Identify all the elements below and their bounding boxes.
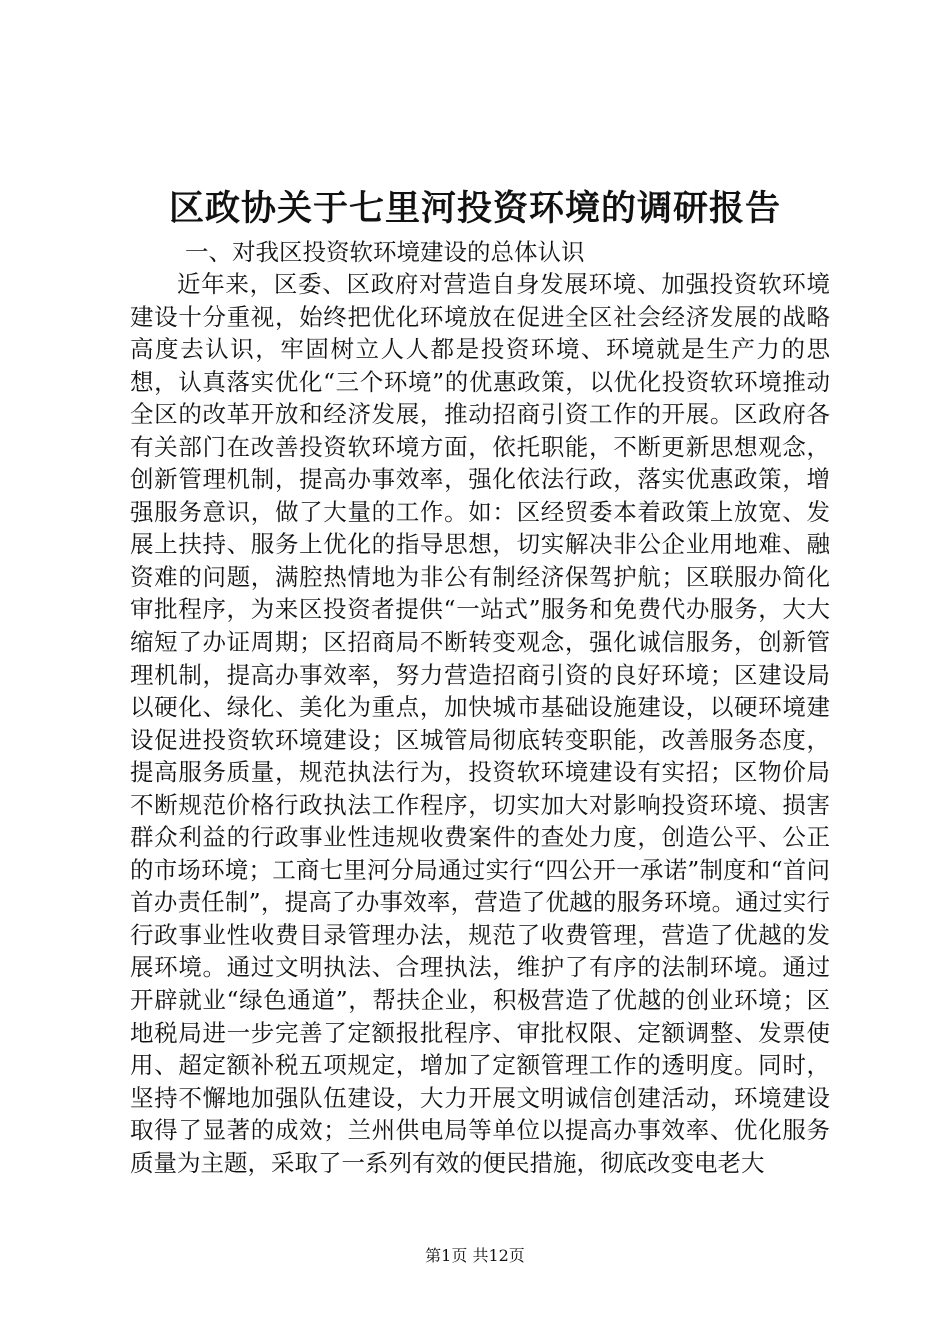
page-number-footer: 第1页 共12页 — [425, 1246, 525, 1265]
body-paragraph: 近年来，区委、区政府对营造自身发展环境、加强投资软环境建设十分重视，始终把优化环境放在促进全区社会经济发展的战略高度去认识，牢固树立人人都是投资环境、环境就是生产力的思想，认真落实优化“三个环境”的优惠政策，以优化投资软环境推动全区的改革开放和经济发展，推动招商引资工作的开展。区政府各有关部门在改善投资软环境方面，依托职能，不断更新思想观念，创新管理机制，提高办事效率，强化依法行政，落实优惠政策，增强服务意识，做了大量的工作。如：区经贸委本着政策上放宽、发展上扶持、服务上优化的指导思想，切实解决非公企业用地难、融资难的问题，满腔热情地为非公有制经济保驾护航；区联服办简化审批程序，为来区投资者提供“一站式”服务和免费代办服务，大大缩短了办证周期；区招商局不断转变观念，强化诚信服务，创新管理机制，提高办事效率，努力营造招商引资的良好环境；区建设局以硬化、绿化、美化为重点，加快城市基础设施建设，以硬环境建设促进投资软环境建设；区城管局彻底转变职能，改善服务态度，提高服务质量，规范执法行为，投资软环境建设有实招；区物价局不断规范价格行政执法工作程序，切实加大对影响投资环境、损害群众利益的行政事业性违规收费案件的查处力度，创造公平、公正的市场环境；工商七里河分局通过实行“四公开一承诺”制度和“首问首办责任制”，提高了办事效率，营造了优越的服务环境。通过实行行政事业性收费目录管理办法，规范了收费管理，营造了优越的发展环境。通过文明执法、合理执法，维护了有序的法制环境。通过开辟就业“绿色通道”，帮扶企业，积极营造了优越的创业环境；区地税局进一步完善了定额报批程序、审批权限、定额调整、发票使用、超定额补税五项规定，增加了定额管理工作的透明度。同时，坚持不懈地加强队伍建设，大力开展文明诚信创建活动，环境建设取得了显著的成效；兰州供电局等单位以提高办事效率、优化服务质量为主题，采取了一系列有效的便民措施，彻底改变电老大 — [130, 270, 830, 1177]
document-title: 区政协关于七里河投资环境的调研报告 — [168, 188, 781, 229]
section-heading: 一、对我区投资软环境建设的总体认识 — [185, 238, 585, 266]
